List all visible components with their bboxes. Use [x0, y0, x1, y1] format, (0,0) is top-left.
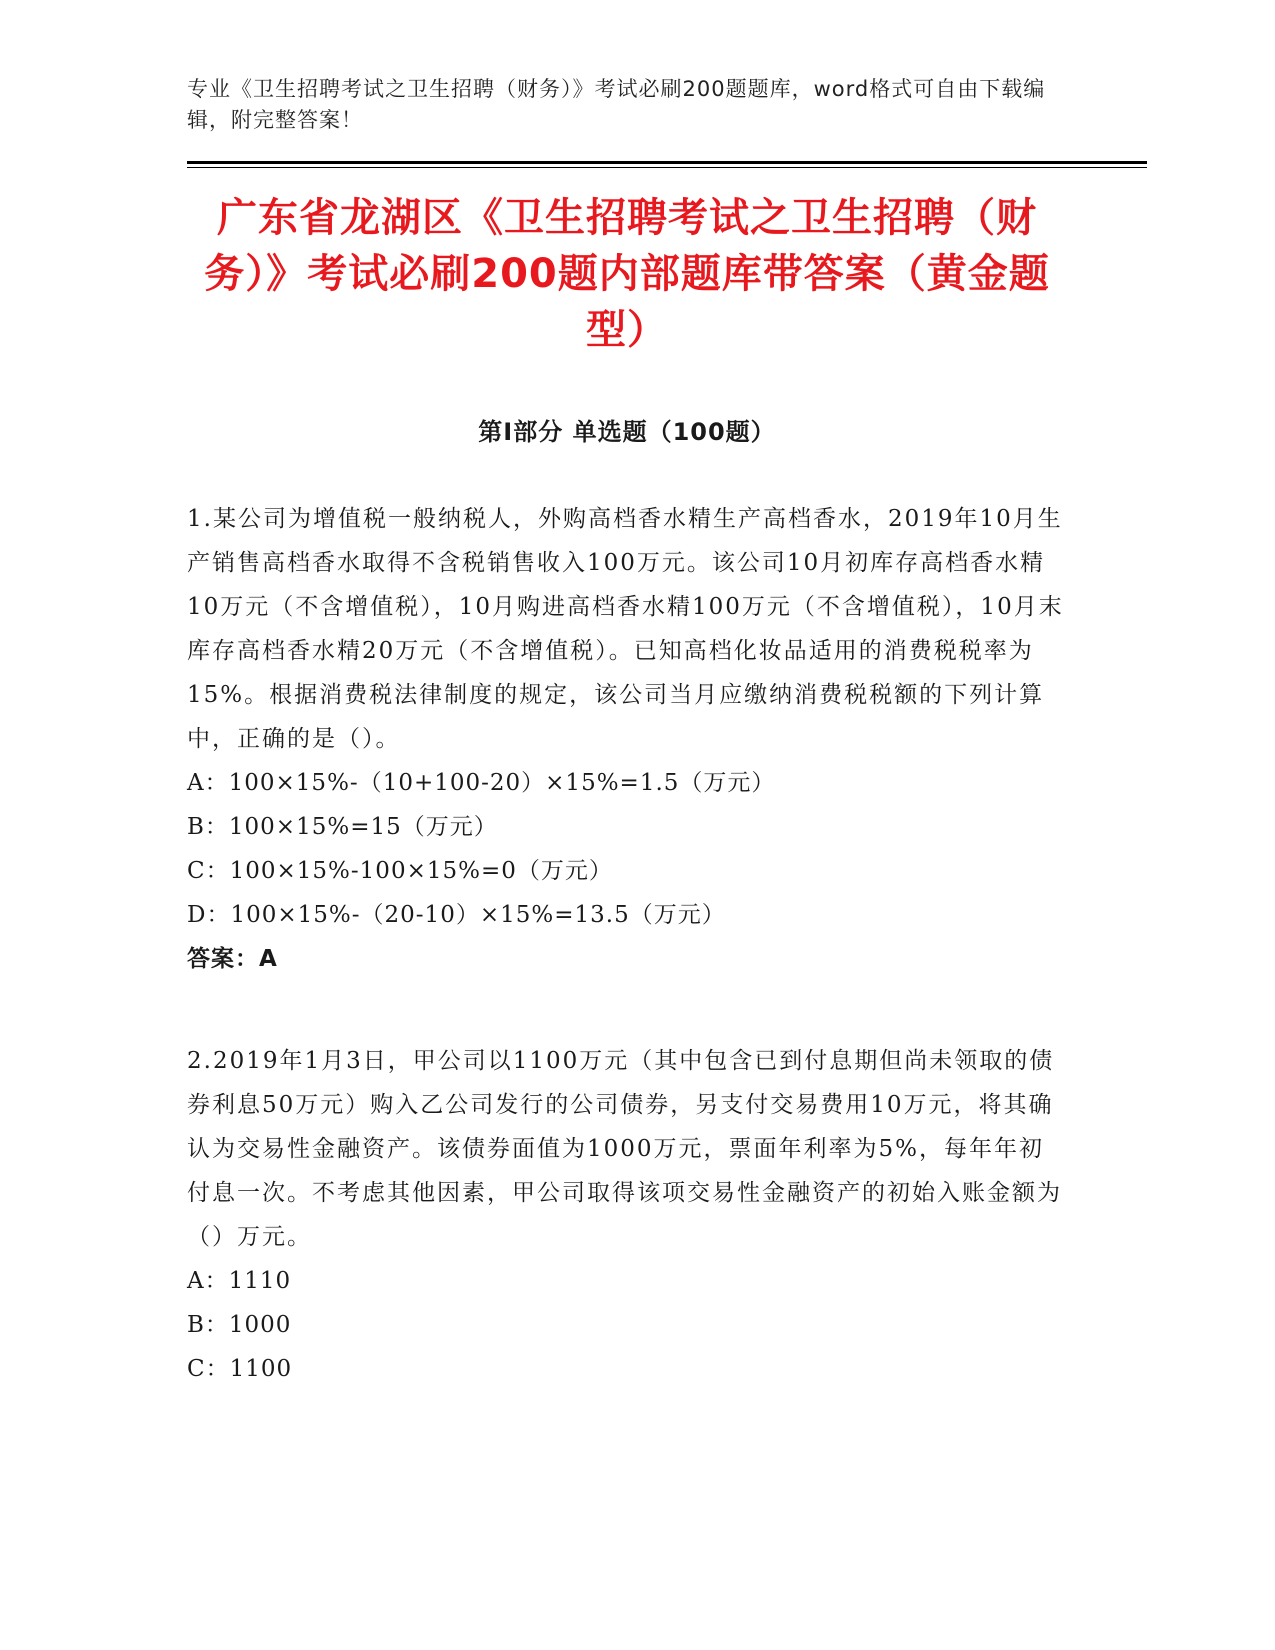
option-a: [187, 761, 1067, 805]
option-letter: A：: [187, 1268, 229, 1294]
option-letter: C：: [187, 1356, 230, 1382]
option-text: 100×15%-100×15%=0（万元）: [229, 858, 613, 884]
document-title: 广东省龙湖区《卫生招聘考试之卫生招聘（财务）》考试必刷200题内部题库带答案（黄金题型）: [204, 195, 1050, 353]
option-text: 1000: [228, 1312, 292, 1338]
question-1: [187, 497, 1067, 981]
option-letter: C：: [187, 858, 230, 884]
option-text: 1110: [228, 1268, 292, 1294]
option-letter: D：: [187, 902, 231, 928]
question-stem: 1.某公司为增值税一般纳税人，外购高档香水精生产高档香水，2019年10月生产销售高档香水取得不含税销售收入100万元。该公司10月初库存高档香水精10万元（不含增值税），10月购进高档香水精100万元（不含增值税），10月末库存高档香水精20万元（不含增值税）。已知高档化妆品适用的消费税税率为15%。根据消费税法律制度的规定，该公司当月应缴纳消费税税额的下列计算中，正确的是（）。: [187, 506, 1064, 752]
option-text: 1100: [229, 1356, 293, 1382]
option-b: [187, 805, 1067, 849]
option-text: 100×15%-（20-10）×15%=13.5（万元）: [230, 902, 726, 928]
option-letter: B：: [187, 1312, 229, 1338]
document-page: [187, 70, 1067, 1391]
option-c: [187, 1347, 1067, 1391]
option-text: 100×15%-（10+100-20）×15%=1.5（万元）: [228, 770, 776, 796]
question-stem: 2.2019年1月3日，甲公司以1100万元（其中包含已到付息期但尚未领取的债券利息50万元）购入乙公司发行的公司债券，另支付交易费用10万元，将其确认为交易性金融资产。该债券面值为1000万元，票面年利率为5%，每年年初付息一次。不考虑其他因素，甲公司取得该项交易性金融资产的初始入账金额为（）万元。: [187, 1048, 1062, 1250]
option-b: [187, 1303, 1067, 1347]
header-divider: [187, 161, 1147, 168]
option-text: 100×15%=15（万元）: [228, 814, 498, 840]
option-letter: A：: [187, 770, 229, 796]
option-d: [187, 893, 1067, 937]
option-c: [187, 849, 1067, 893]
question-2: [187, 1039, 1067, 1391]
section-heading: 第I部分 单选题（100题）: [478, 418, 776, 446]
answer-line: 答案：A: [187, 946, 278, 972]
intro-text: 专业《卫生招聘考试之卫生招聘（财务）》考试必刷200题题库，word格式可自由下载编辑，附完整答案！: [187, 77, 1046, 132]
option-letter: B：: [187, 814, 229, 840]
option-a: [187, 1259, 1067, 1303]
